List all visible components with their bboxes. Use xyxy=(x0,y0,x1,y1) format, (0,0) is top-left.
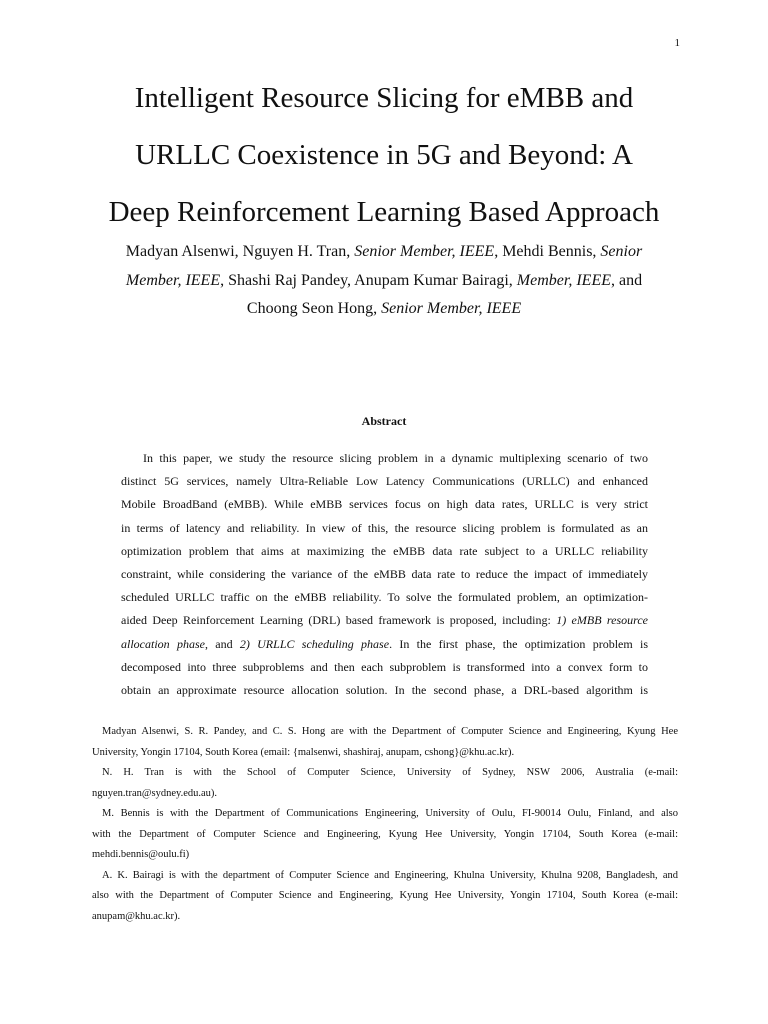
footnote-line: Madyan Alsenwi, S. R. Pandey, and C. S. Hong are with the Department of Computer Science and Engineering, Kyung Hee xyxy=(102,726,678,737)
abstract-line: optimization problem that aims at maximizing the eMBB data rate subject to a URLLC reliability xyxy=(121,543,648,558)
abstract-emphasis: allocation phase xyxy=(121,636,205,651)
author-text: Madyan Alsenwi, Nguyen H. Tran, xyxy=(125,243,355,260)
title-line: URLLC Coexistence in 5G and Beyond: A xyxy=(135,139,633,171)
abstract-line: obtain an approximate resource allocation solution. In the second phase, a DRL-based algorithm is xyxy=(121,683,648,698)
title-line: Deep Reinforcement Learning Based Approach xyxy=(108,196,660,228)
footnote-line: University, Yongin 17104, South Korea (email: {malsenwi, shashiraj, anupam, cshong}@khu.ac.kr). xyxy=(92,746,515,758)
footnote-line: N. H. Tran is with the School of Computer Science, University of Sydney, NSW 2006, Australia (e-mail: xyxy=(102,767,678,778)
footnote-line: M. Bennis is with the Department of Communications Engineering, University of Oulu, FI-90014 Oulu, Finland, and also xyxy=(102,808,678,819)
author-line xyxy=(80,267,688,296)
abstract-line: constraint, while considering the variance of the eMBB data rate to reduce the impact of immediately xyxy=(121,567,648,582)
footnote-line: also with the Department of Computer Science and Engineering, Kyung Hee University, Yongin 17104, South Korea (e-mail: xyxy=(92,890,678,901)
footnotes xyxy=(92,722,678,927)
page-number: 1 xyxy=(674,37,680,49)
abstract-line: in terms of latency and reliability. In view of this, the resource slicing problem is formulated as an xyxy=(121,520,648,535)
abstract-line: decomposed into three subproblems and then each subproblem is transformed into a convex form to xyxy=(121,659,648,674)
author-membership: Member, IEEE xyxy=(516,271,611,289)
author-membership: Senior Member, IEEE xyxy=(381,300,522,317)
author-list xyxy=(80,238,688,324)
abstract-emphasis: 2) URLLC scheduling phase xyxy=(239,636,390,651)
abstract-heading: Abstract xyxy=(361,414,407,428)
author-text: , Mehdi Bennis, xyxy=(494,243,601,260)
footnote-line: mehdi.bennis@oulu.fi) xyxy=(92,849,190,860)
footnote-line: A. K. Bairagi is with the department of Computer Science and Engineering, Khulna University, Khulna 9208, Bangladesh, and xyxy=(102,869,678,881)
abstract-line: In this paper, we study the resource slicing problem in a dynamic multiplexing scenario of two xyxy=(143,451,648,465)
abstract-emphasis: 1) eMBB resource xyxy=(556,613,648,628)
footnote-line: with the Department of Computer Science and Engineering, Kyung Hee University, Yongin 17104, South Korea (e-mail: xyxy=(92,828,678,840)
abstract-body xyxy=(121,447,648,702)
abstract-text: aided Deep Reinforcement Learning (DRL) based framework is proposed, including: xyxy=(121,613,557,628)
author-text: , and xyxy=(610,271,643,289)
abstract-line: Mobile BroadBand (eMBB). While eMBB services focus on high data rates, URLLC is very strict xyxy=(121,497,648,512)
abstract-line xyxy=(121,633,648,656)
author-text: , Shashi Raj Pandey, Anupam Kumar Bairagi, xyxy=(220,271,517,289)
abstract-text: . In the first phase, the optimization problem is xyxy=(389,636,648,651)
abstract-line: distinct 5G services, namely Ultra-Reliable Low Latency Communications (URLLC) and enhanced xyxy=(121,474,648,489)
author-membership: Senior xyxy=(600,243,643,260)
footnote-line: nguyen.tran@sydney.edu.au). xyxy=(92,787,218,799)
author-line xyxy=(80,295,688,324)
paper-title xyxy=(60,70,708,241)
abstract-line: scheduled URLLC traffic on the eMBB reliability. To solve the formulated problem, an optimization- xyxy=(121,590,648,605)
author-text: Choong Seon Hong, xyxy=(246,300,382,317)
abstract-text: , and xyxy=(204,636,240,651)
abstract-line xyxy=(121,609,648,632)
author-membership: Senior Member, IEEE xyxy=(354,243,495,260)
title-line: Intelligent Resource Slicing for eMBB and xyxy=(134,82,634,114)
footnote-line: anupam@khu.ac.kr). xyxy=(92,910,181,922)
author-membership: Member, IEEE xyxy=(125,271,221,289)
author-line xyxy=(80,238,688,267)
